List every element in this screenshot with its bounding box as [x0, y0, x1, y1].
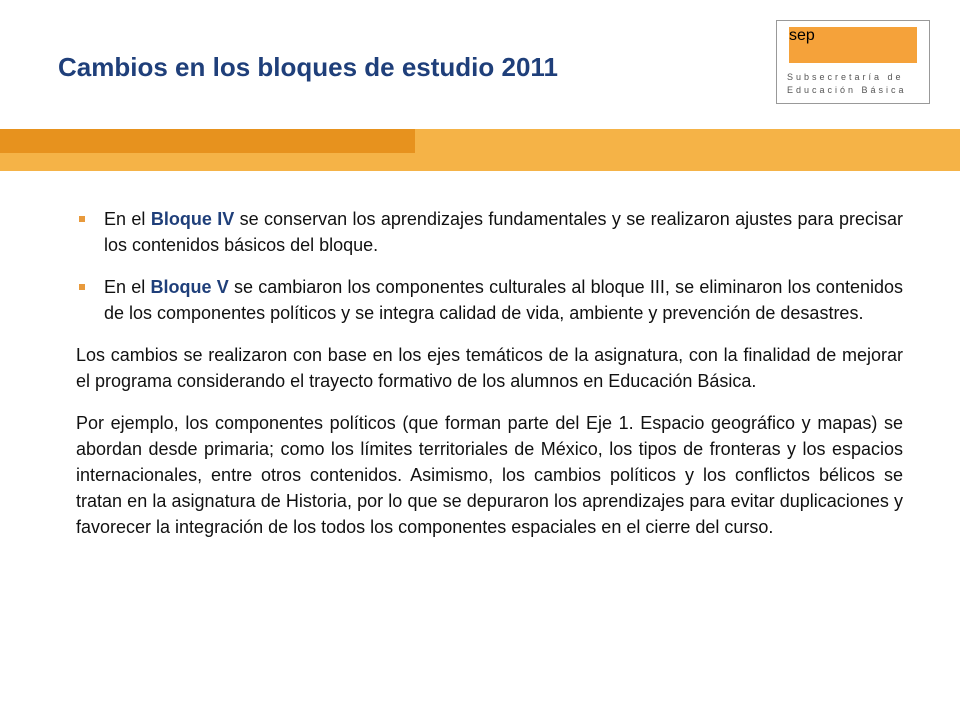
paragraph-1: Los cambios se realizaron con base en los ejes temáticos de la asignatura, con la finalidad de mejorar el programa considerando el trayecto formativo de los alumnos en Educación Básica. [76, 345, 903, 391]
sep-logo [776, 20, 930, 104]
bullet-item [76, 206, 903, 258]
page-title: Cambios en los bloques de estudio 2011 [58, 52, 558, 82]
bullet-keyword: Bloque V [150, 277, 229, 297]
bullet-text: se cambiaron los componentes culturales al bloque III, se eliminaron los contenidos de los componentes políticos y se integra calidad de vida, ambiente y prevención de desastres. [104, 277, 903, 323]
logo-line-2: Educación Básica [787, 85, 907, 95]
bullet-text: En el [104, 209, 151, 229]
bullet-text: En el [104, 277, 151, 297]
orange-band-dark [0, 129, 415, 153]
logo-line-1: Subsecretaría de [787, 72, 904, 82]
slide-body [76, 206, 903, 556]
bullet-square-icon [79, 284, 85, 290]
bullet-text: se conservan los aprendizajes fundamentales y se realizaron ajustes para precisar los contenidos básicos del bloque. [104, 209, 903, 255]
paragraph-2: Por ejemplo, los componentes políticos (que forman parte del Eje 1. Espacio geográfico y mapas) se abordan desde primaria; como los límites territoriales de México, los tipos de fronteras y los espacios internacionales, entre otros contenidos. Asimismo, los cambios políticos y los conflictos bélicos se tratan en la asignatura de Historia, por lo que se depuraron los aprendizajes para evitar duplicaciones y favorecer la integración de los todos los componentes espaciales en el cierre del curso. [76, 413, 903, 537]
bullet-item [76, 274, 903, 326]
bullet-keyword: Bloque IV [150, 209, 235, 229]
bullet-square-icon [79, 216, 85, 222]
sep-logo-mark: sep [789, 27, 917, 63]
logo-text [787, 71, 919, 97]
